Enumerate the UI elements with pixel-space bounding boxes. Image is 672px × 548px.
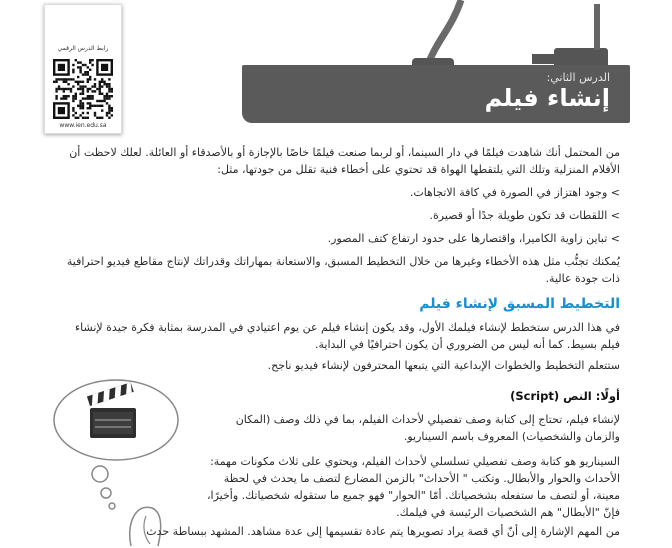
digital-lesson-card[interactable] [44, 4, 122, 134]
lesson-number: الدرس الثاني: [546, 71, 610, 84]
lesson-title: إنشاء فيلم [484, 84, 610, 112]
section-paragraph-1: في هذا الدرس ستخطط لإنشاء فيلمك الأول، وقد يكون إنشاء فيلم عن يوم اعتيادي في المدرسة بمثابة فكرة جيدة لإنشاء فيلم بسيط. كما أنه ليس من الضروري أن يكون احترافيًا في البداية. [74, 321, 620, 351]
script-paragraph-1: لإنشاء فيلم، تحتاج إلى كتابة وصف تفصيلي لأحداث الفيلم، بما في ذلك وصف (المكان والزمان والشخصيات) المعروف باسم السيناريو. [235, 413, 620, 443]
digital-lesson-label: رابط الدرس الرقمي [57, 45, 109, 52]
lesson-banner [242, 65, 630, 123]
section-paragraph-2: ستتعلم التخطيط والخطوات الإبداعية التي يتبعها المحترفون لإنشاء فيديو ناجح. [267, 359, 620, 372]
intro-paragraph: من المحتمل أنك شاهدت فيلمًا في دار السينما، أو لربما صنعت فيلمًا خاصًا بالإجازة أو بالأصدقاء أو العائلة. لعلك لاحظت أن الأفلام المنزلية وتلك التي يلتقطها الهواة قد تحتوي على أخطاء فنية تقلل من جودتها، مثل: [69, 146, 620, 176]
intro-bullet-1: > وجود اهتزاز في الصورة في كافة الاتجاهات. [409, 186, 620, 199]
intro-closing: يُمكنك تجنُّب مثل هذه الأخطاء وغيرها من خلال التخطيط المسبق، والاستعانة بمهاراتك وقدراتك لإنتاج مقاطع فيديو احترافية ذات جودة عالية. [66, 255, 620, 285]
intro-bullet-3: > تباين زاوية الكاميرا، واقتصارها على حدود ارتفاع كتف المصور. [327, 232, 620, 245]
script-paragraph-2: السيناريو هو كتابة وصف تفصيلي تسلسلي لأحداث الفيلم، ويحتوي على ثلاث مكونات مهمة: الأحداث والحوار والأبطال. وتكتب " الأحداث" بالزمن المضارع لتصف ما يحدث في لحظة معينة، أو لتصف ما ستفعله بشخصياتك. أمّا "الحوار" فهو جميع ما ستقوله شخصياتك. وأخيرًا، فإنّ "الأبطال" هم الشخصيات الرئيسة في فيلمك. [206, 455, 620, 519]
digital-lesson-url[interactable]: www.ien.edu.sa [59, 122, 107, 129]
section-heading: التخطيط المسبق لإنشاء فيلم [419, 296, 620, 312]
script-heading: أولًا: النص (Script) [510, 389, 620, 403]
qr-code-icon[interactable] [53, 59, 113, 119]
intro-bullet-2: > اللقطات قد تكون طويلة جدًا أو قصيرة. [429, 209, 620, 222]
script-paragraph-3: من المهم الإشارة إلى أنّ أي قصة يراد تصويرها يتم عادة تقسيمها إلى عدة مشاهد. المشهد ببساطة حدث [146, 525, 620, 538]
